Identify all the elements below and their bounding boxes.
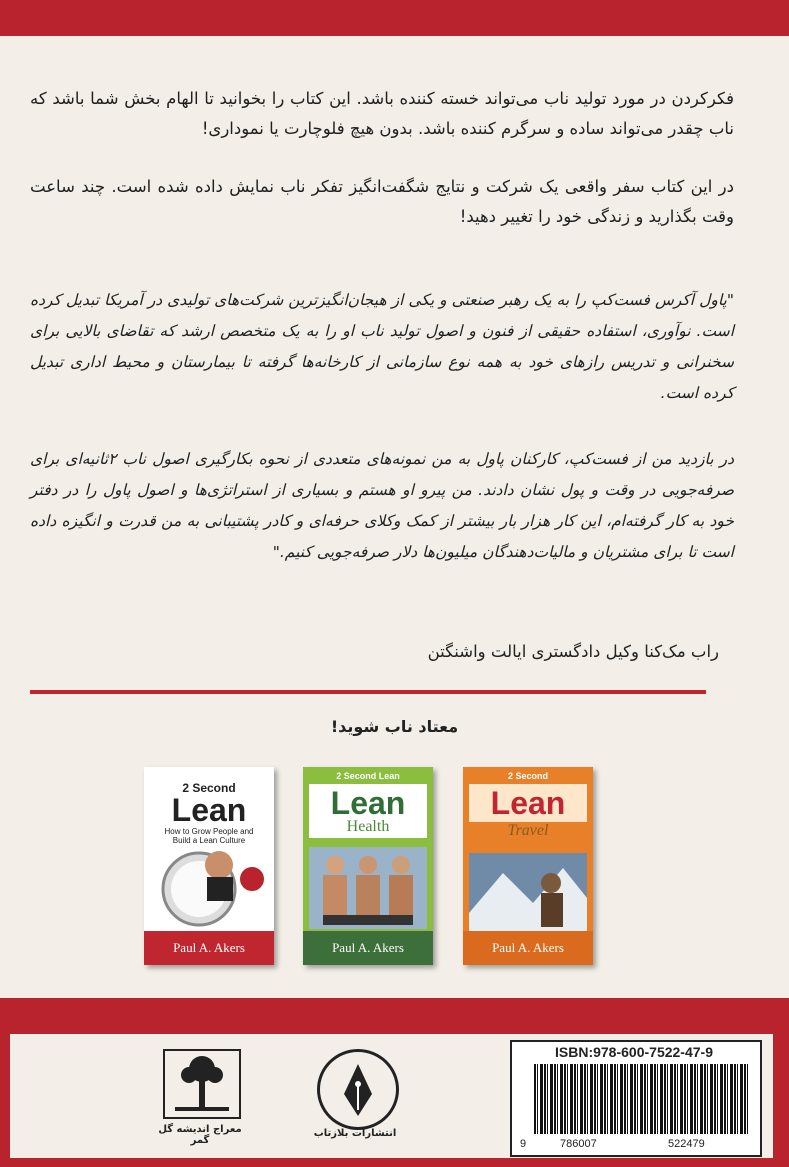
intro-paragraph-2: در این کتاب سفر واقعی یک شرکت و نتایج شگفت‌انگیز تفکر ناب نمایش داده شده است. چند ساعت وقت بگذارید و زندگی خود را تغییر دهید! xyxy=(30,177,734,226)
book-title: Lean xyxy=(469,784,587,822)
tree-publisher-logo xyxy=(163,1049,241,1119)
barcode-lead-digit: 9 xyxy=(520,1138,527,1150)
top-red-bar xyxy=(0,0,789,36)
barcode-group-2: 522479 xyxy=(668,1138,705,1150)
travel-photo xyxy=(463,853,593,933)
book-series-label: 2 Second xyxy=(182,781,236,795)
book-cover-lean-travel xyxy=(463,767,593,965)
three-men-photo xyxy=(303,843,433,933)
isbn-text: ISBN:978-600-7522-47-9 xyxy=(555,1044,713,1060)
book-subtitle: Travel xyxy=(507,822,549,839)
book-author: Paul A. Akers xyxy=(144,931,274,965)
book-author: Paul A. Akers xyxy=(463,931,593,965)
intro-paragraph-1: فکرکردن در مورد تولید ناب می‌تواند خسته کننده باشد. این کتاب را بخوانید تا الهام بخش شما باشد که ناب چقدر می‌تواند ساده و سرگرم کننده باشد. بدون هیچ فلوچارت یا نموداری! xyxy=(30,89,734,138)
tree-logo-caption: معراج اندیشه گل گمر xyxy=(158,1124,242,1146)
quote-paragraph-1: "پاول آکرس فست‌کپ را به یک رهبر صنعتی و یکی از هیجان‌انگیزترین شرکت‌های تولیدی در آمریکا تبدیل کرده است. نوآوری، استفاده حقیقی از فنون و اصول تولید ناب او را به یک متخصص ارشد که تقاضای بالایی برای سخنرانی و تدریس رازهای خود به همه نوع سازمانی از کارخانه‌ها گرفته تا بیمارستان و محیط اداری تبدیل کرده است. xyxy=(30,291,734,402)
pen-logo-caption: انتشارات بلازتاب xyxy=(313,1128,397,1139)
quote-attribution: راب مک‌کنا وکیل دادگستری ایالت واشنگتن xyxy=(427,642,719,661)
tree-icon xyxy=(165,1051,239,1117)
barcode-group-1: 786007 xyxy=(560,1138,597,1150)
book-title: Lean xyxy=(171,792,247,828)
book-subtitle: Health xyxy=(346,818,390,835)
barcode xyxy=(534,1064,748,1134)
book-author: Paul A. Akers xyxy=(303,931,433,965)
pen-publisher-logo xyxy=(317,1049,399,1130)
book-series-label: 2 Second Lean xyxy=(336,771,400,781)
quote-paragraph-2: در بازدید من از فست‌کپ، کارکنان پاول به من نمونه‌های متعددی از نحوه بکارگیری اصول ناب ۲ثانیه‌ای برای صرفه‌جویی در وقت و پول نشان دادند. من پیرو او هستم و بسیاری از استراتژی‌ها و اصول پاول را در دفتر خود به کار گرفته‌ام، این کار هزار بار بیشتر از کمک وکلای حرفه‌ای و کادر پشتیبانی به من قدرت و انگیزه داده است تا برای مشتریان و مالیات‌دهندگان میلیون‌ها دلار صرفه‌جویی کنیم." xyxy=(30,450,734,561)
book-title: Lean xyxy=(330,785,406,821)
book-cover-lean-health xyxy=(303,767,433,965)
book-series-label: 2 Second xyxy=(507,771,548,781)
book-cover-2-second-lean xyxy=(144,767,274,965)
book-subtitle: How to Grow People and Build a Lean Culture xyxy=(164,827,254,845)
pen-nib-icon xyxy=(320,1052,396,1127)
section-divider xyxy=(30,690,706,694)
stopwatch-illustration xyxy=(144,831,274,931)
books-heading: معتاد ناب شوید! xyxy=(330,717,459,736)
